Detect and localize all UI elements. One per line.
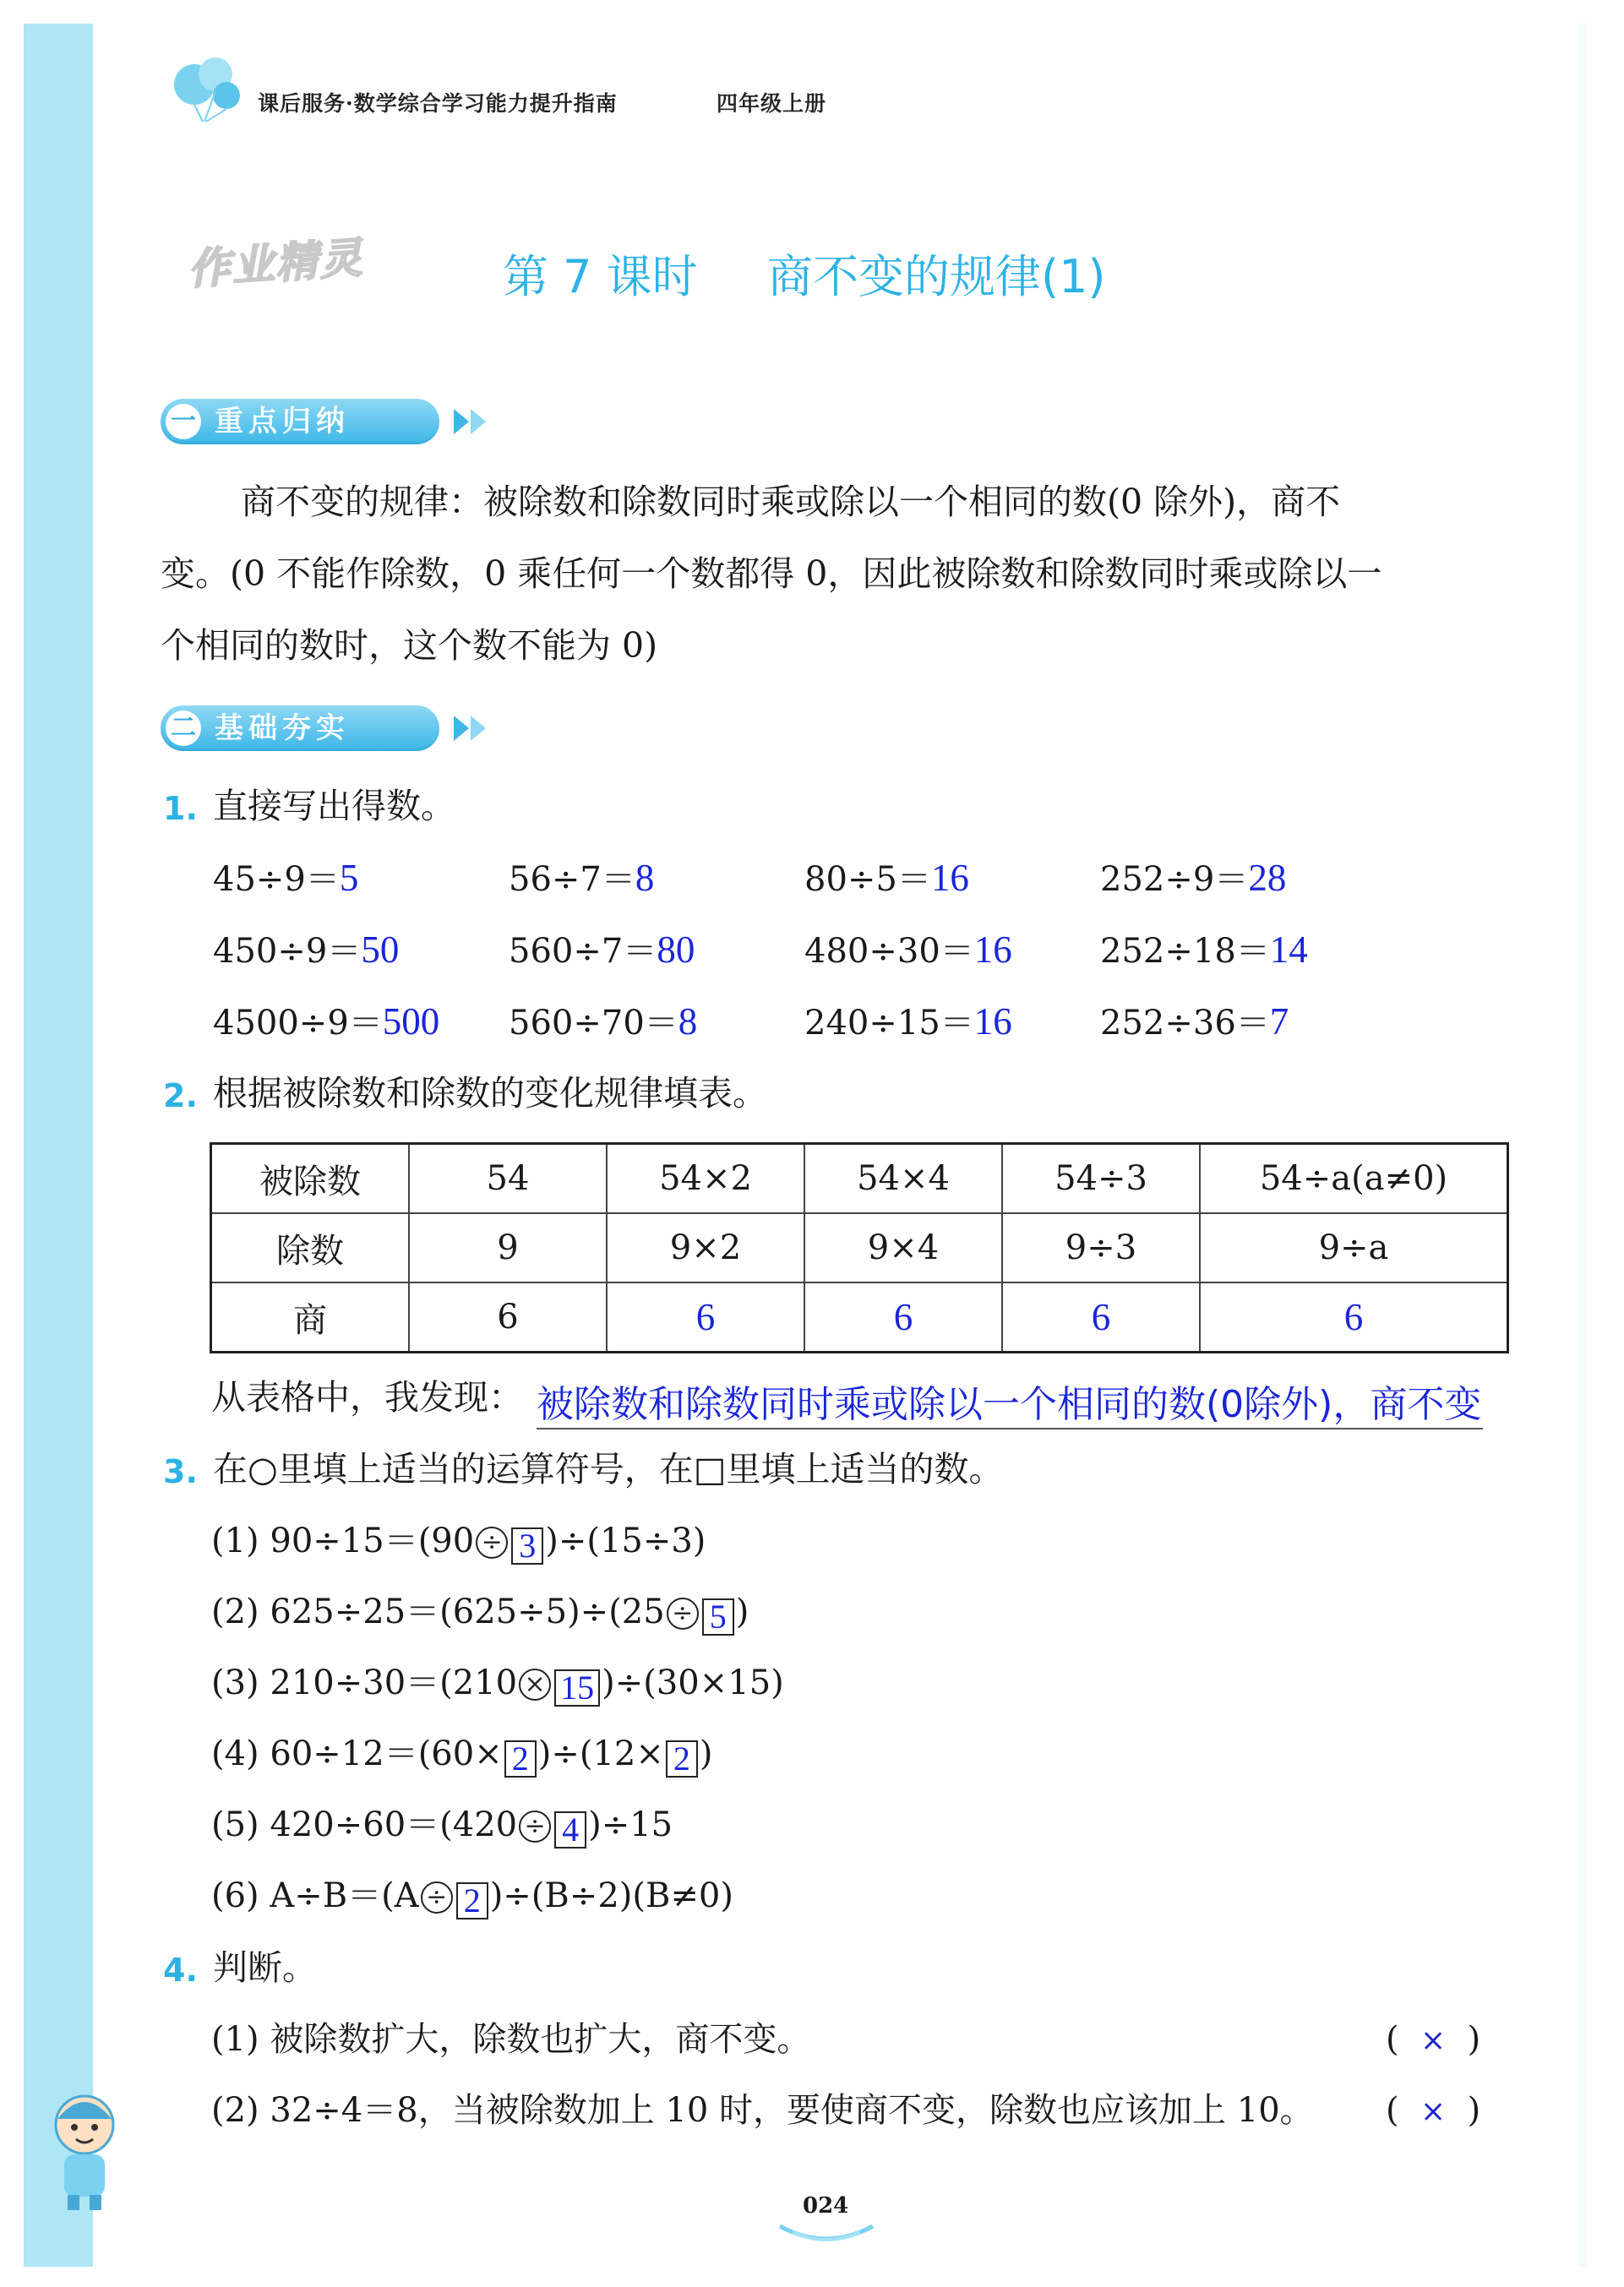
rule-line-3: 个相同的数时，这个数不能为 0) — [161, 625, 658, 666]
item-expr: )÷(30×15) — [602, 1664, 784, 1702]
judgement-item — [211, 2019, 810, 2060]
table-cell: 9÷3 — [1002, 1213, 1200, 1282]
answer-box: 2 — [456, 1882, 488, 1919]
question-number: 4. — [163, 1952, 198, 1989]
operator-circle: ÷ — [519, 1811, 551, 1843]
finding-label: 从表格中，我发现： — [211, 1377, 523, 1418]
operator-circle: ÷ — [421, 1881, 453, 1914]
equation-item — [1100, 929, 1308, 972]
equation-answer: 14 — [1269, 928, 1308, 971]
equation-expr: 450÷9＝ — [213, 932, 362, 971]
section-header-basics — [161, 705, 439, 751]
equation-expr: 56÷7＝ — [509, 860, 635, 899]
equation-answer: 5 — [339, 857, 359, 899]
section-number: 一 — [166, 404, 201, 439]
page-number: 024 — [803, 2193, 849, 2219]
table-cell: 54÷3 — [1002, 1144, 1200, 1214]
fill-item — [211, 1805, 673, 1849]
equation-expr: 240÷15＝ — [804, 1004, 974, 1043]
item-expr: 90÷15＝(90 — [270, 1522, 475, 1560]
equation-answer: 16 — [973, 928, 1012, 971]
section-label: 基础夯实 — [215, 711, 350, 745]
equation-item — [509, 1001, 697, 1043]
table-answer: 6 — [1343, 1296, 1364, 1338]
right-page-edge — [1578, 24, 1587, 2267]
equation-item — [1100, 1001, 1289, 1043]
equation-expr: 480÷30＝ — [804, 932, 974, 971]
table-answer: 6 — [1091, 1296, 1111, 1338]
question-text: 判断。 — [213, 1947, 317, 1988]
item-expr: A÷B＝(A — [270, 1876, 419, 1915]
series-title: 课后服务·数学综合学习能力提升指南 — [258, 91, 618, 116]
double-arrow-icon — [454, 716, 496, 741]
fill-item — [211, 1734, 712, 1778]
equation-expr: 252÷36＝ — [1100, 1004, 1270, 1043]
equation-answer: 16 — [930, 857, 969, 899]
logo-watermark: 作业精灵 — [186, 232, 366, 295]
section-label: 重点归纳 — [215, 405, 350, 438]
row-header: 商 — [211, 1282, 410, 1353]
table-answer: 6 — [893, 1296, 913, 1338]
answer-underline — [537, 1428, 1483, 1429]
equation-answer: 7 — [1269, 1000, 1289, 1043]
table-cell: 9×4 — [804, 1213, 1002, 1282]
equation-expr: 560÷70＝ — [509, 1004, 678, 1043]
item-label: (6) — [211, 1876, 259, 1915]
table-cell-answer — [1200, 1282, 1508, 1353]
equation-item — [804, 858, 969, 900]
table-cell: 54×4 — [804, 1144, 1002, 1214]
equation-item — [804, 929, 1012, 972]
fill-item — [211, 1663, 784, 1707]
fill-item — [211, 1876, 733, 1919]
item-expr: )÷15 — [588, 1805, 673, 1844]
operator-circle: × — [519, 1669, 551, 1701]
equation-expr: 45÷9＝ — [213, 860, 340, 899]
item-text: 被除数扩大，除数也扩大，商不变。 — [270, 2020, 811, 2059]
grade-label: 四年级上册 — [717, 91, 827, 116]
answer-box: 2 — [504, 1740, 537, 1778]
table-cell: 6 — [409, 1282, 607, 1353]
table-cell: 9×2 — [607, 1213, 804, 1282]
item-expr: 210÷30＝(210 — [270, 1664, 518, 1702]
item-label: (1) — [211, 2020, 259, 2059]
equation-item — [509, 929, 695, 972]
question-text: 在○里填上适当的运算符号，在□里填上适当的数。 — [213, 1449, 1004, 1489]
item-expr: )÷(15÷3) — [545, 1522, 706, 1560]
table-row — [211, 1282, 1508, 1353]
item-expr: ) — [735, 1593, 749, 1631]
table-row — [211, 1144, 1508, 1214]
equation-item — [213, 858, 358, 900]
fill-item — [211, 1592, 749, 1636]
table-cell-answer — [1002, 1282, 1200, 1353]
section-number: 二 — [166, 711, 201, 746]
section-header-key-points — [161, 399, 439, 444]
operator-circle: ÷ — [667, 1598, 699, 1630]
equation-answer: 80 — [657, 928, 695, 971]
equation-answer: 16 — [973, 1000, 1012, 1043]
lesson-label: 第 7 课时 — [503, 250, 698, 303]
equation-expr: 252÷9＝ — [1100, 860, 1249, 899]
quotient-table — [210, 1142, 1509, 1353]
equation-expr: 80÷5＝ — [804, 860, 931, 899]
judgement-answer: × — [1420, 2023, 1447, 2058]
equation-expr: 252÷18＝ — [1100, 932, 1270, 971]
answer-box: 4 — [554, 1811, 586, 1849]
lesson-title: 商不变的规律(1) — [767, 250, 1106, 303]
question-text: 根据被除数和除数的变化规律填表。 — [213, 1073, 767, 1114]
judgement-item — [211, 2090, 1314, 2131]
item-expr: 420÷60＝(420 — [270, 1805, 518, 1844]
judgement-answer: × — [1420, 2094, 1447, 2129]
table-cell-answer — [607, 1282, 804, 1353]
answer-box: 2 — [666, 1740, 698, 1778]
rule-line-1: 商不变的规律：被除数和除数同时乘或除以一个相同的数(0 除外)，商不 — [241, 482, 1341, 522]
item-label: (4) — [211, 1734, 259, 1773]
table-cell: 54÷a(a≠0) — [1200, 1144, 1508, 1214]
operator-circle: ÷ — [476, 1527, 508, 1559]
item-label: (2) — [211, 2091, 259, 2130]
answer-box: 15 — [554, 1669, 600, 1707]
page-number-wave-icon — [776, 2222, 877, 2247]
item-label: (2) — [211, 1593, 259, 1631]
answer-box: 3 — [511, 1527, 543, 1565]
item-label: (1) — [211, 1522, 259, 1560]
table-cell: 9 — [409, 1213, 607, 1282]
equation-answer: 28 — [1248, 857, 1287, 899]
table-answer: 6 — [695, 1296, 716, 1338]
question-number: 1. — [163, 790, 198, 827]
equation-item — [213, 929, 399, 972]
table-cell: 54 — [409, 1144, 607, 1214]
sidebar-wave-edge — [84, 24, 106, 2267]
row-header: 被除数 — [211, 1144, 410, 1214]
table-cell-answer — [804, 1282, 1002, 1353]
table-row — [211, 1213, 1508, 1282]
boy-mascot-icon — [34, 2087, 135, 2213]
question-number: 2. — [163, 1077, 198, 1114]
item-expr: ) — [699, 1734, 713, 1773]
row-header: 除数 — [211, 1213, 410, 1282]
equation-answer: 50 — [361, 928, 400, 971]
balloon-icon — [169, 49, 253, 125]
finding-answer: 被除数和除数同时乘或除以一个相同的数(0除外)，商不变 — [537, 1383, 1482, 1426]
rule-line-2: 变。(0 不能作除数，0 乘任何一个数都得 0，因此被除数和除数同时乘或除以一 — [161, 553, 1382, 594]
table-cell: 9÷a — [1200, 1213, 1508, 1282]
judgement-bracket: ( × ) — [1386, 2020, 1481, 2059]
equation-expr: 560÷7＝ — [509, 932, 657, 971]
left-sidebar-band — [24, 24, 93, 2267]
item-expr: 625÷25＝(625÷5)÷(25 — [270, 1593, 665, 1631]
item-expr: )÷(B÷2)(B≠0) — [489, 1876, 733, 1915]
item-label: (3) — [211, 1664, 259, 1702]
fill-item — [211, 1521, 706, 1565]
item-expr: )÷(12× — [537, 1734, 664, 1773]
judgement-bracket: ( × ) — [1386, 2091, 1481, 2130]
equation-expr: 4500÷9＝ — [213, 1004, 383, 1043]
equation-answer: 8 — [635, 857, 655, 899]
item-label: (5) — [211, 1805, 259, 1844]
item-text: 32÷4＝8，当被除数加上 10 时，要使商不变，除数也应该加上 10。 — [270, 2091, 1314, 2130]
question-text: 直接写出得数。 — [213, 786, 455, 826]
item-expr: 60÷12＝(60× — [270, 1734, 503, 1773]
equation-answer: 8 — [678, 1000, 698, 1043]
equation-item — [509, 858, 654, 900]
table-cell: 54×2 — [607, 1144, 804, 1214]
equation-item — [804, 1001, 1012, 1043]
equation-item — [213, 1001, 439, 1043]
question-number: 3. — [163, 1453, 198, 1490]
equation-answer: 500 — [382, 1000, 440, 1043]
double-arrow-icon — [454, 409, 496, 434]
answer-box: 5 — [702, 1598, 734, 1636]
equation-item — [1100, 858, 1286, 900]
